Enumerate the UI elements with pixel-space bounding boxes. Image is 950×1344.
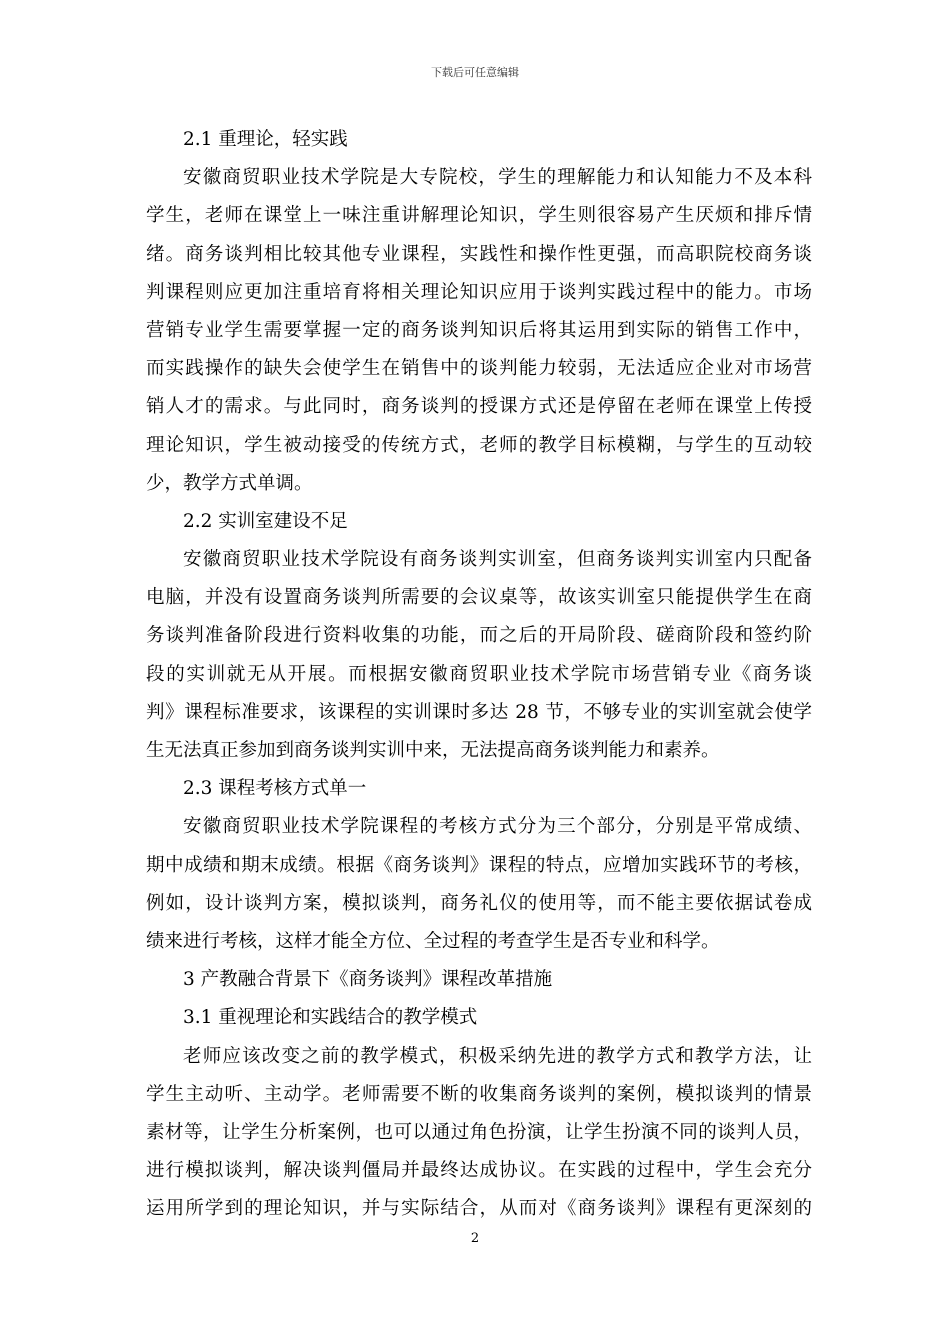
body-line: 进行模拟谈判，解决谈判僵局并最终达成协议。在实践的过程中，学生会充分 <box>146 1160 812 1182</box>
body-line: 运用所学到的理论知识，并与实际结合，从而对《商务谈判》课程有更深刻的 <box>146 1198 812 1220</box>
section-heading: 2.2 实训室建设不足 <box>183 510 348 532</box>
paragraph-first-line: 安徽商贸职业技术学院设有商务谈判实训室，但商务谈判实训室内只配备 <box>183 549 812 571</box>
body-line: 销人才的需求。与此同时，商务谈判的授课方式还是停留在老师在课堂上传授 <box>146 396 812 418</box>
body-line: 营销专业学生需要掌握一定的商务谈判知识后将其运用到实际的销售工作中， <box>146 319 812 341</box>
section-heading: 3 产教融合背景下《商务谈判》课程改革措施 <box>183 969 553 991</box>
body-line: 期中成绩和期末成绩。根据《商务谈判》课程的特点，应增加实践环节的考核， <box>146 854 812 876</box>
body-line: 电脑，并没有设置商务谈判所需要的会议桌等，故该实训室只能提供学生在商 <box>146 587 812 609</box>
body-line: 素材等，让学生分析案例，也可以通过角色扮演，让学生扮演不同的谈判人员， <box>146 1121 812 1143</box>
document-body <box>146 121 812 1228</box>
section-heading: 3.1 重视理论和实践结合的教学模式 <box>183 1007 478 1029</box>
paragraph-first-line: 老师应该改变之前的教学模式，积极采纳先进的教学方式和教学方法，让 <box>183 1045 812 1067</box>
body-line: 例如，设计谈判方案，模拟谈判，商务礼仪的使用等，而不能主要依据试卷成 <box>146 892 812 914</box>
page-number: 2 <box>470 1231 480 1246</box>
body-line: 学生，老师在课堂上一味注重讲解理论知识，学生则很容易产生厌烦和排斥情 <box>146 205 812 227</box>
body-line: 务谈判准备阶段进行资料收集的功能，而之后的开局阶段、磋商阶段和签约阶 <box>146 625 812 647</box>
paragraph-last-line: 少，教学方式单调。 <box>146 472 313 494</box>
body-line: 判》课程标准要求，该课程的实训课时多达 28 节，不够专业的实训室就会使学 <box>146 701 812 723</box>
body-line: 段的实训就无从开展。而根据安徽商贸职业技术学院市场营销专业《商务谈 <box>146 663 812 685</box>
section-heading: 2.3 课程考核方式单一 <box>183 778 367 800</box>
section-heading: 2.1 重理论，轻实践 <box>183 129 348 150</box>
paragraph-last-line: 生无法真正参加到商务谈判实训中来，无法提高商务谈判能力和素养。 <box>146 740 720 761</box>
body-line: 绪。商务谈判相比较其他专业课程，实践性和操作性更强，而高职院校商务谈 <box>146 243 812 265</box>
body-line: 学生主动听、主动学。老师需要不断的收集商务谈判的案例，模拟谈判的情景 <box>146 1083 812 1105</box>
paragraph-last-line: 绩来进行考核，这样才能全方位、全过程的考查学生是否专业和科学。 <box>146 930 720 952</box>
paragraph-first-line: 安徽商贸职业技术学院课程的考核方式分为三个部分，分别是平常成绩、 <box>183 816 812 838</box>
page-header: 下载后可任意编辑 <box>431 66 519 79</box>
body-line: 理论知识，学生被动接受的传统方式，老师的教学目标模糊，与学生的互动较 <box>146 434 812 456</box>
body-line: 而实践操作的缺失会使学生在销售中的谈判能力较弱，无法适应企业对市场营 <box>146 358 812 380</box>
paragraph-first-line: 安徽商贸职业技术学院是大专院校，学生的理解能力和认知能力不及本科 <box>183 167 812 189</box>
body-line: 判课程则应更加注重培育将相关理论知识应用于谈判实践过程中的能力。市场 <box>146 281 812 303</box>
